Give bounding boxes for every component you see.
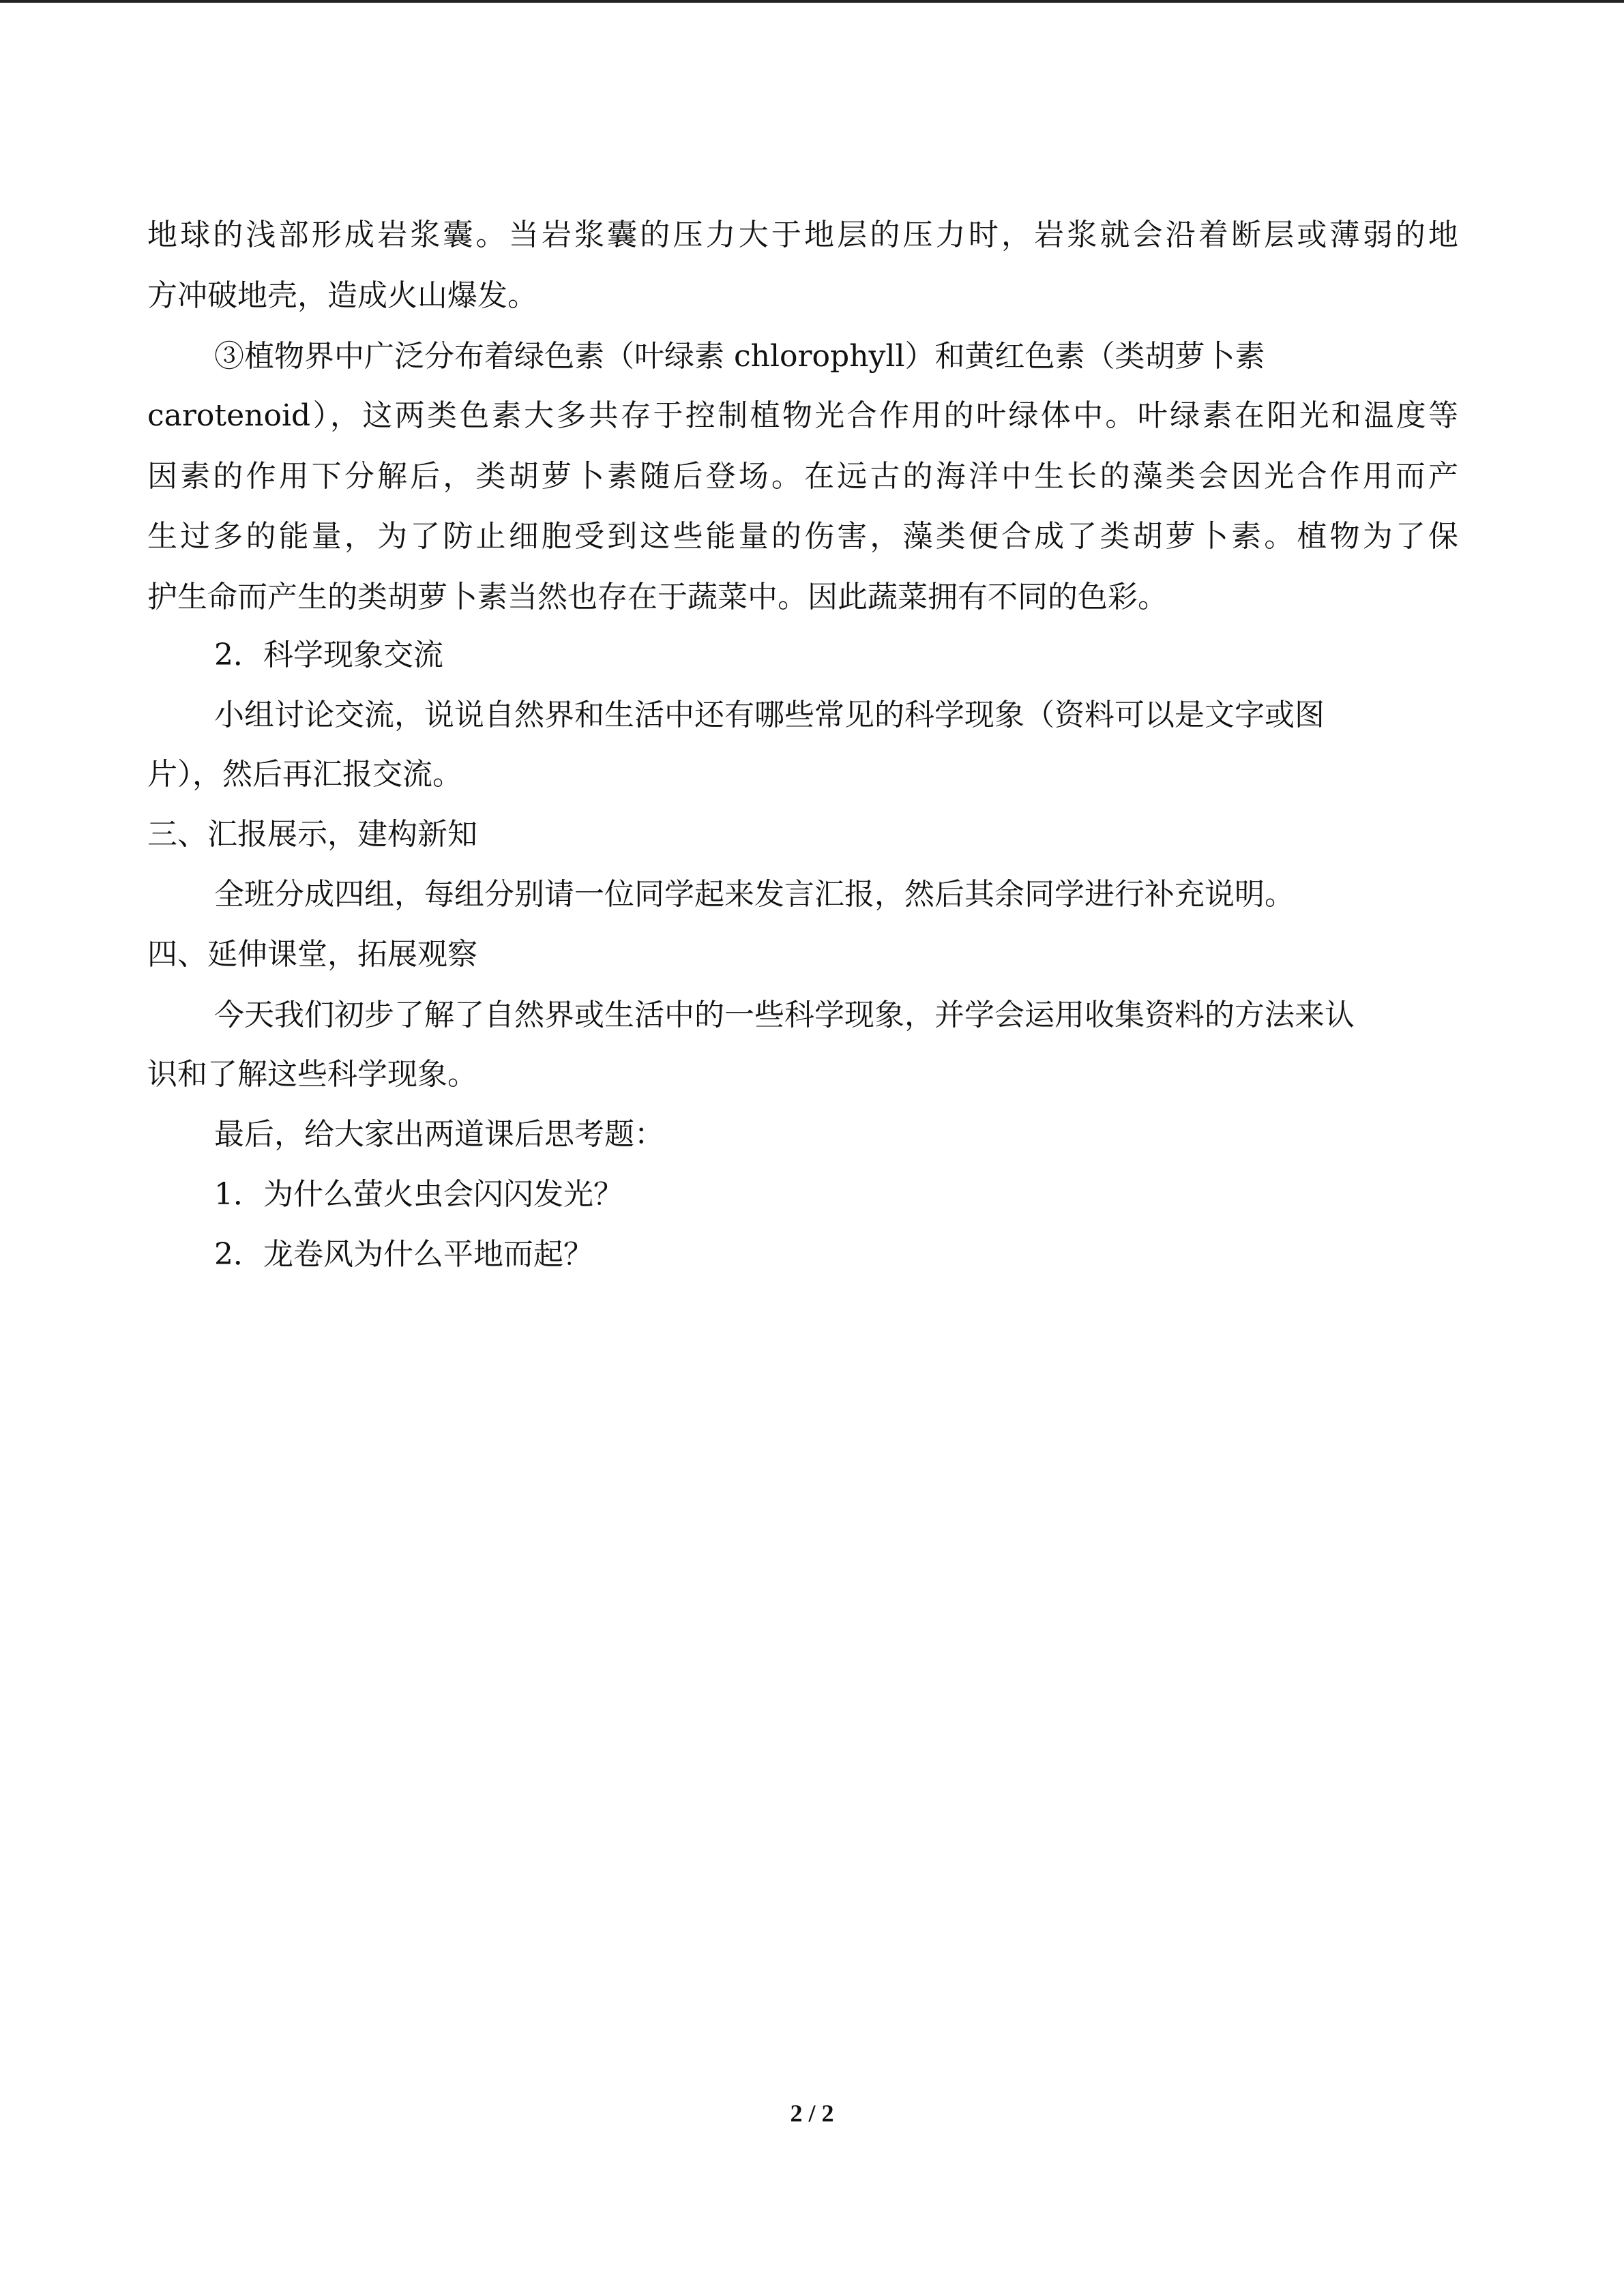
text-line: 最后，给大家出两道课后思考题：: [214, 1117, 664, 1152]
text-line: 地球的浅部形成岩浆囊。当岩浆囊的压力大于地层的压力时，岩浆就会沿着断层或薄弱的地: [147, 218, 1458, 252]
text-line: 护生命而产生的类胡萝卜素当然也存在于蔬菜中。因此蔬菜拥有不同的色彩。: [147, 580, 1168, 614]
text-line: 识和了解这些科学现象。: [147, 1057, 477, 1092]
section-heading: 2．科学现象交流: [214, 638, 443, 672]
page-number: 2 / 2: [790, 2100, 834, 2127]
list-item: 2．龙卷风为什么平地而起？: [214, 1237, 593, 1272]
text-line: ③植物界中广泛分布着绿色素（叶绿素 chlorophyll）和黄红色素（类胡萝卜素: [214, 339, 1265, 374]
text-line: 因素的作用下分解后，类胡萝卜素随后登场。在远古的海洋中生长的藻类会因光合作用而产: [147, 459, 1458, 494]
text-line: 方冲破地壳，造成火山爆发。: [147, 278, 537, 313]
text-line: 小组讨论交流，说说自然界和生活中还有哪些常见的科学现象（资料可以是文字或图: [214, 698, 1325, 732]
section-heading: 三、汇报展示，建构新知: [147, 817, 477, 852]
text-line: carotenoid），这两类色素大多共存于控制植物光合作用的叶绿体中。叶绿素在阳光和温度等: [147, 398, 1458, 433]
section-heading: 四、延伸课堂，拓展观察: [147, 937, 477, 972]
text-line: 今天我们初步了解了自然界或生活中的一些科学现象，并学会运用收集资料的方法来认: [214, 998, 1355, 1032]
text-line: 片），然后再汇报交流。: [147, 757, 462, 792]
text-line: 生过多的能量，为了防止细胞受到这些能量的伤害，藻类便合成了类胡萝卜素。植物为了保: [147, 519, 1458, 554]
text-line: 全班分成四组，每组分别请一位同学起来发言汇报，然后其余同学进行补充说明。: [214, 877, 1295, 912]
list-item: 1．为什么萤火虫会闪闪发光？: [214, 1177, 623, 1212]
